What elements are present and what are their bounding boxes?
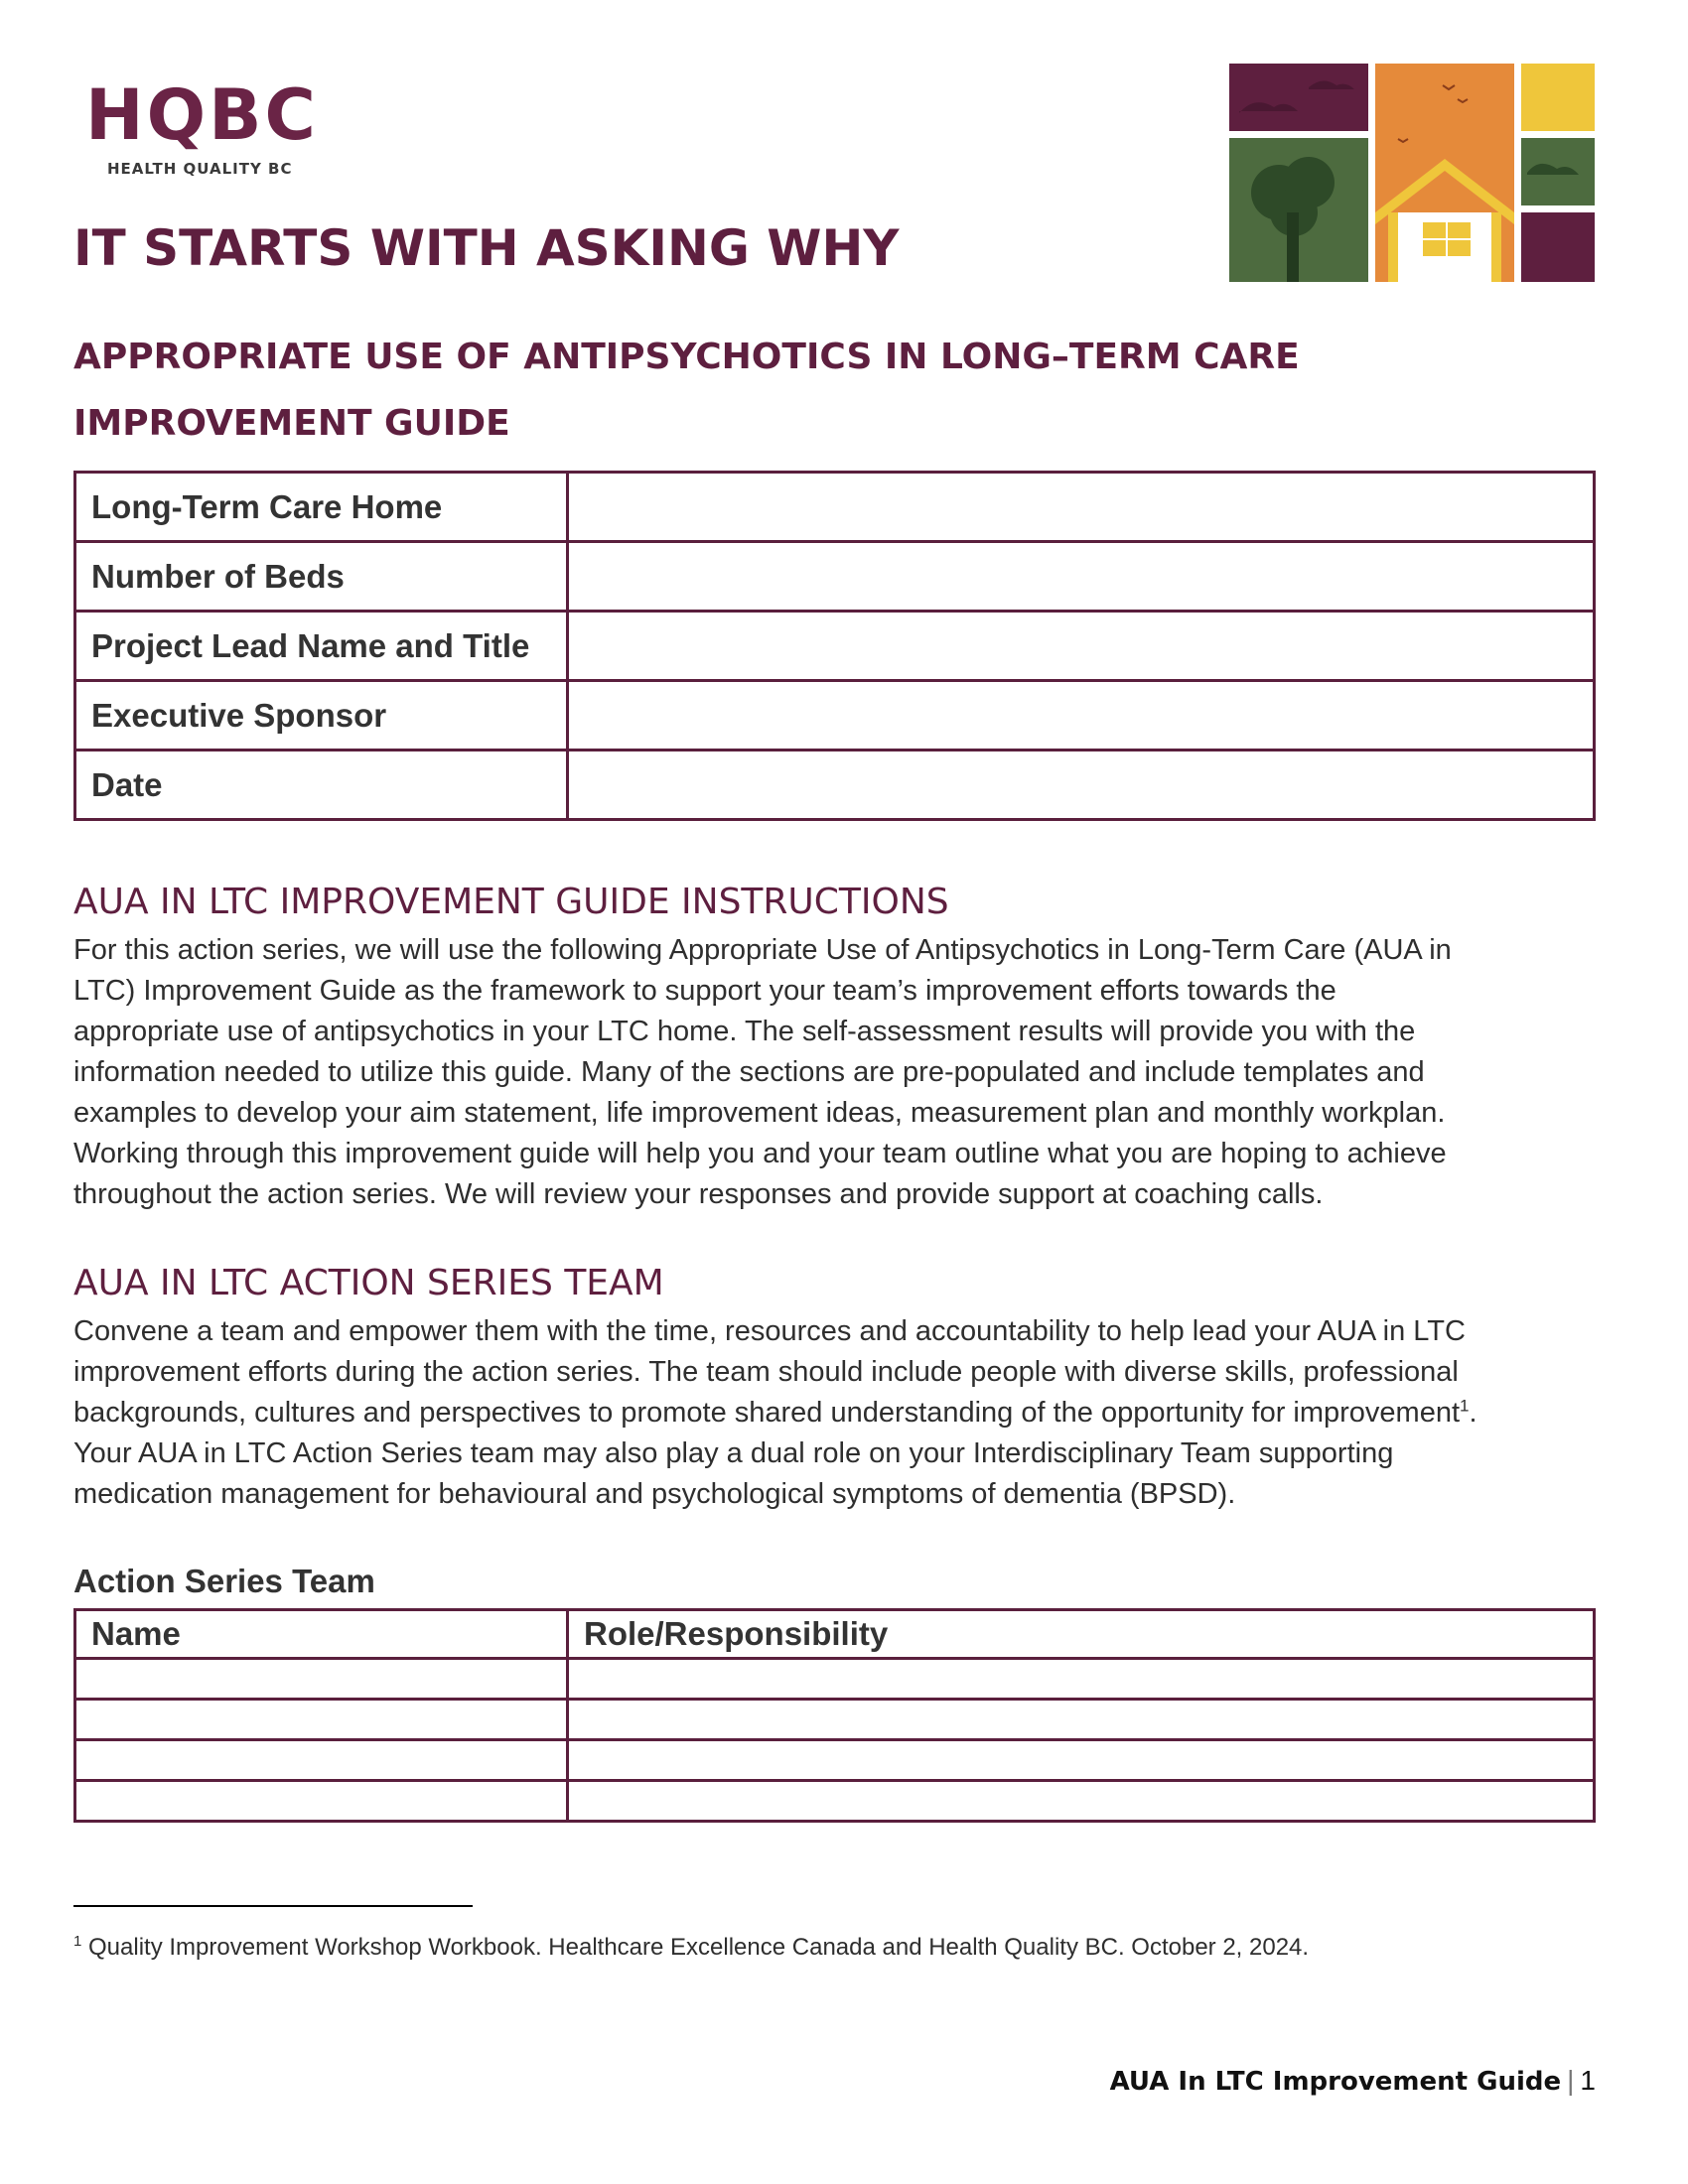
team-table-label: Action Series Team [73,1563,375,1599]
text-line: throughout the action series. We will review your responses and provide support at coaching calls. [73,1178,1324,1210]
field-value[interactable] [568,473,1595,542]
page-title: IT STARTS WITH ASKING WHY [73,219,900,277]
role-cell[interactable] [568,1781,1595,1822]
logo-tagline: HEALTH QUALITY BC [107,160,293,178]
house-mosaic-illustration [1229,64,1595,282]
name-cell[interactable] [75,1659,568,1700]
page-footer [1110,2063,1596,2100]
footnote-number: 1 [73,1933,82,1950]
table-row [75,1781,1595,1822]
instructions-heading: AUA IN LTC IMPROVEMENT GUIDE INSTRUCTIONS [73,882,949,922]
field-label: Executive Sponsor [75,681,568,751]
instructions-paragraph [73,930,1603,1215]
field-label: Number of Beds [75,542,568,612]
role-cell[interactable] [568,1740,1595,1781]
home-info-table [73,471,1596,821]
text-line: For this action series, we will use the following Appropriate Use of Antipsychotics in Long-Term Care (AUA in [73,934,1452,966]
role-cell[interactable] [568,1700,1595,1740]
table-row [75,1700,1595,1740]
table-row [75,473,1595,542]
table-row [75,612,1595,681]
page-number: 1 [1580,2065,1596,2096]
table-row [75,1740,1595,1781]
text-line: Your AUA in LTC Action Series team may also play a dual role on your Interdisciplinary Team supporting [73,1437,1394,1469]
column-header-name: Name [75,1610,568,1659]
name-cell[interactable] [75,1740,568,1781]
footnote-ref[interactable]: 1 [1460,1396,1470,1416]
text-line: backgrounds, cultures and perspectives to promote shared understanding of the opportunity for improvement [73,1397,1461,1429]
subtitle-line-1: APPROPRIATE USE OF ANTIPSYCHOTICS IN LONG–TERM CARE [73,337,1300,377]
team-paragraph [73,1311,1603,1515]
field-value[interactable] [568,681,1595,751]
table-row [75,542,1595,612]
text-line-end: . [1469,1397,1477,1429]
footnote-divider [73,1905,473,1907]
field-label: Long-Term Care Home [75,473,568,542]
table-row [75,681,1595,751]
field-label: Project Lead Name and Title [75,612,568,681]
table-row [75,751,1595,820]
text-line: Working through this improvement guide will help you and your team outline what you are hoping to achieve [73,1138,1447,1169]
text-line: appropriate use of antipsychotics in your LTC home. The self-assessment results will provide you with the [73,1016,1416,1047]
subtitle-line-2: IMPROVEMENT GUIDE [73,403,510,444]
text-line: Convene a team and empower them with the time, resources and accountability to help lead your AUA in LTC [73,1315,1466,1347]
footer-separator: | [1567,2065,1575,2096]
footnote-text: Quality Improvement Workshop Workbook. Healthcare Excellence Canada and Health Quality BC. October 2, 2024. [81,1934,1310,1961]
team-table [73,1608,1596,1823]
text-line: improvement efforts during the action series. The team should include people with diverse skills, professional [73,1356,1459,1388]
table-header-row [75,1610,1595,1659]
text-line: LTC) Improvement Guide as the framework to support your team’s improvement efforts towards the [73,975,1336,1007]
field-value[interactable] [568,751,1595,820]
table-row [75,1659,1595,1700]
field-value[interactable] [568,542,1595,612]
field-value[interactable] [568,612,1595,681]
footnote [73,1926,1563,1964]
name-cell[interactable] [75,1781,568,1822]
role-cell[interactable] [568,1659,1595,1700]
logo-wordmark: HQBC [85,74,319,156]
guide-subtitle [73,324,1603,457]
field-label: Date [75,751,568,820]
text-line: medication management for behavioural and psychological symptoms of dementia (BPSD). [73,1478,1236,1510]
text-line: information needed to utilize this guide. Many of the sections are pre-populated and include templates and [73,1056,1425,1088]
column-header-role: Role/Responsibility [568,1610,1595,1659]
team-heading: AUA IN LTC ACTION SERIES TEAM [73,1263,664,1303]
name-cell[interactable] [75,1700,568,1740]
hqbc-logo [85,75,324,185]
text-line: examples to develop your aim statement, life improvement ideas, measurement plan and monthly workplan. [73,1097,1446,1129]
footer-title: AUA In LTC Improvement Guide [1109,2067,1562,2097]
